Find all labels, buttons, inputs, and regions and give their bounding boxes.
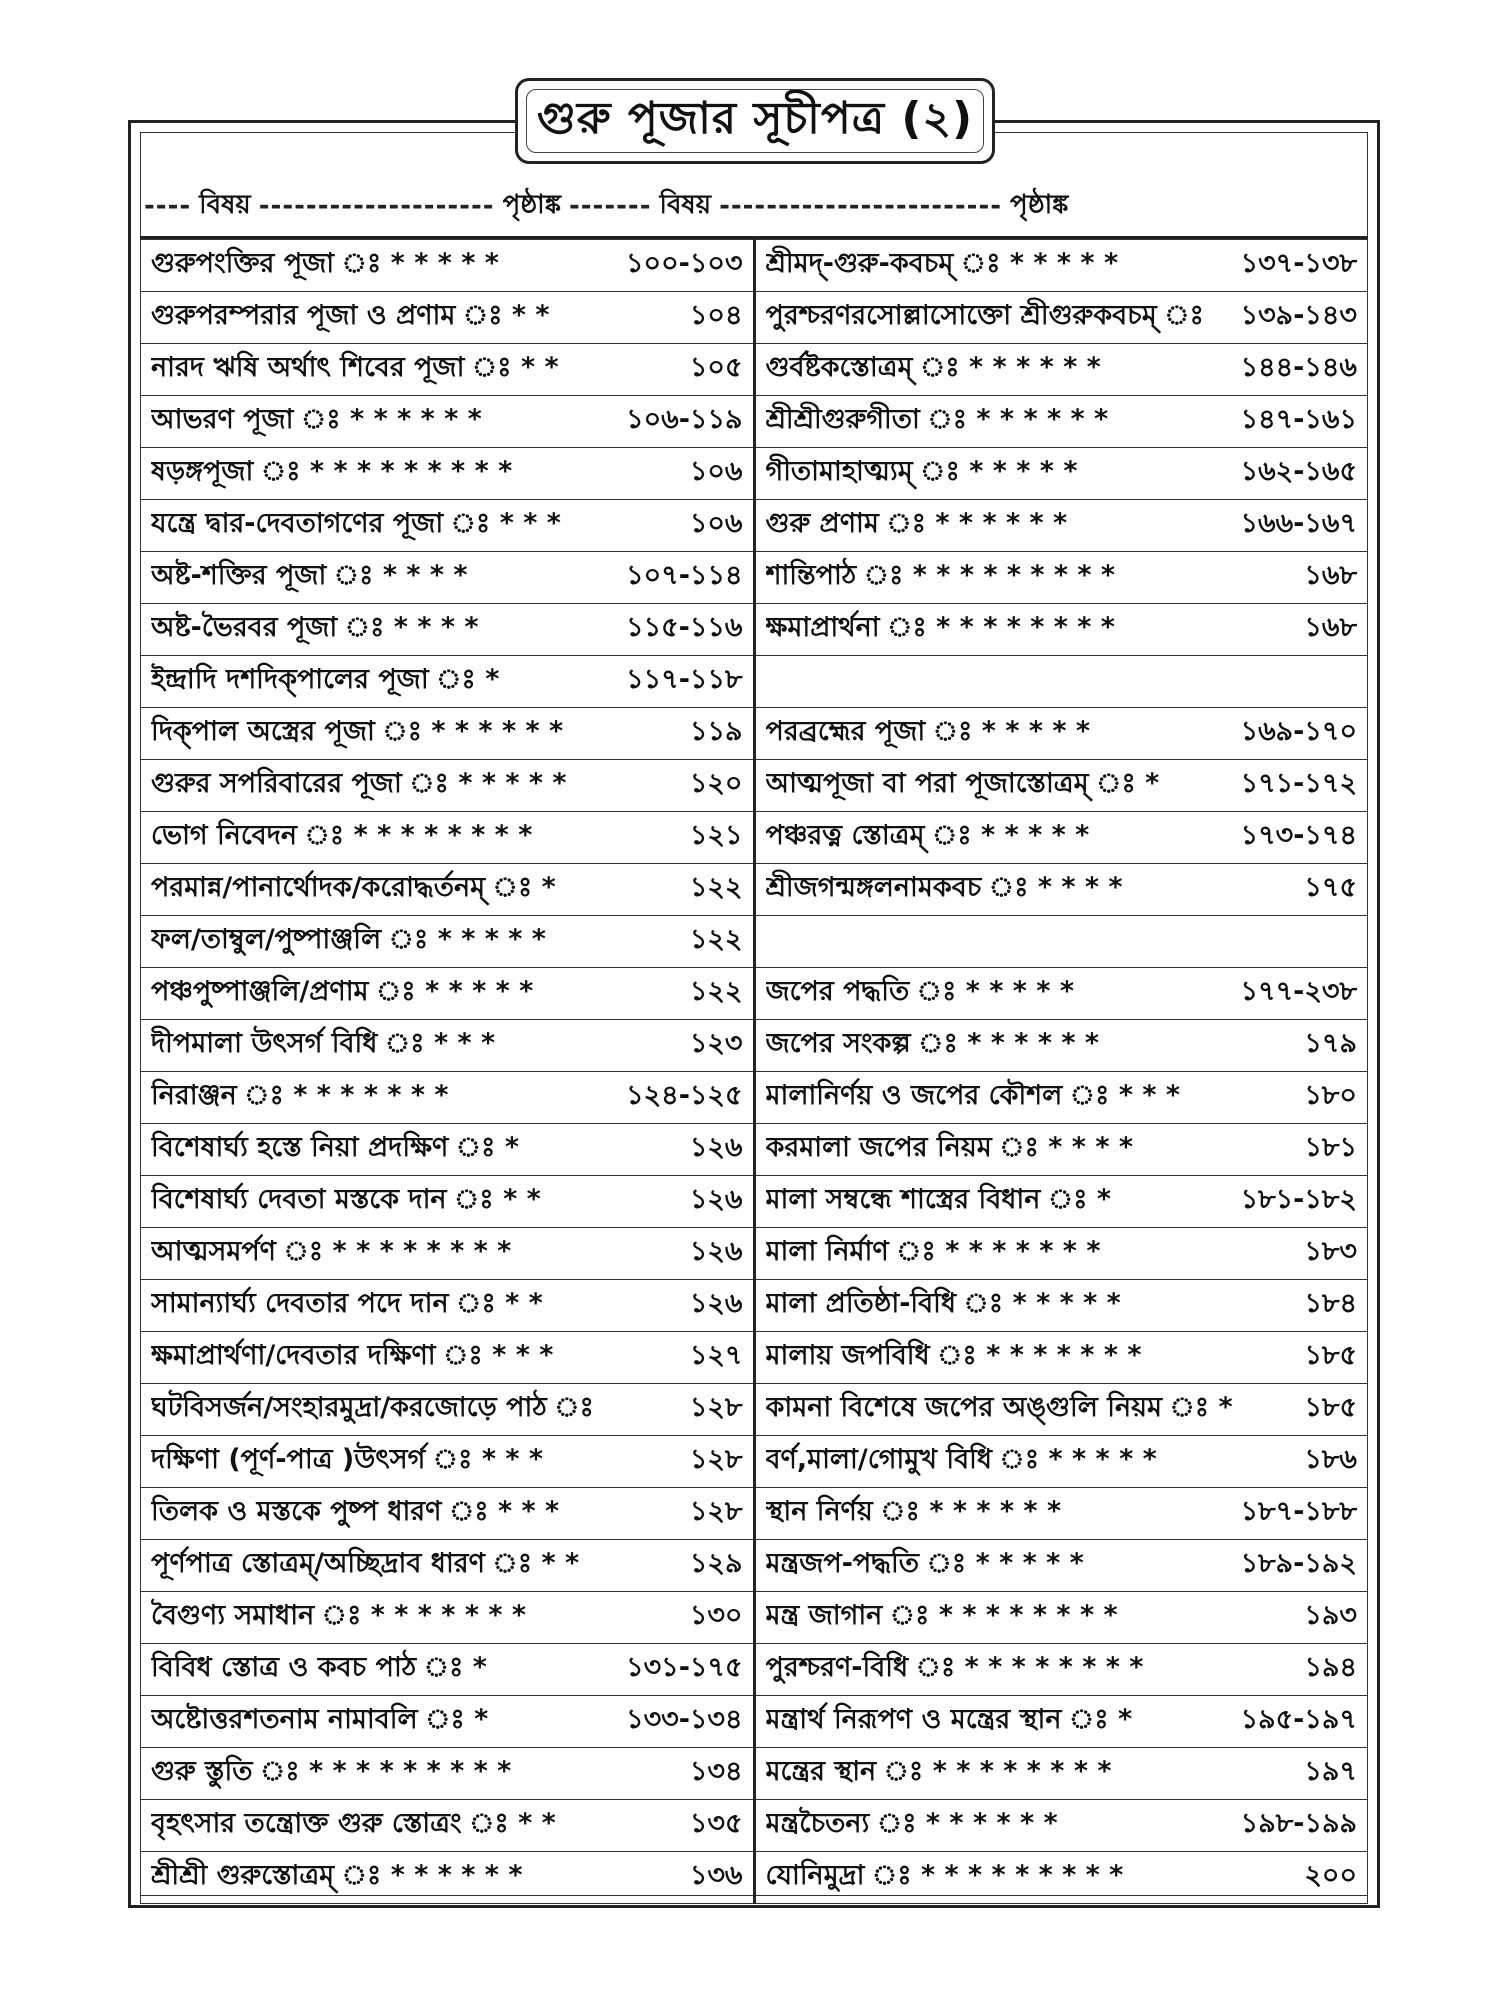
toc-entry-page: ১২৩	[689, 1028, 743, 1059]
toc-cell-left	[141, 1280, 755, 1332]
toc-cell-left	[141, 656, 755, 708]
toc-entry-title: ঘটবিসর্জন/সংহারমুদ্রা/করজোড়ে পাঠ ঃ	[151, 1392, 594, 1423]
toc-entry-page: ১৩৫	[689, 1808, 743, 1839]
toc-entry	[766, 347, 1358, 392]
toc-cell-left	[141, 1176, 755, 1228]
header-page-right: পৃষ্ঠাঙ্ক	[1010, 190, 1069, 220]
toc-cell-right	[754, 1436, 1368, 1488]
toc-entry-title: গুরুপংক্তির পূজা ঃ * * * * *	[151, 248, 499, 279]
toc-entry-title: অষ্ট-শক্তির পূজা ঃ * * * *	[151, 560, 468, 591]
table-row	[141, 1072, 1368, 1124]
toc-entry	[151, 503, 743, 548]
toc-cell-left	[141, 916, 755, 968]
toc-entry	[151, 1387, 743, 1432]
toc-entry-title: ভোগ নিবেদন ঃ * * * * * * * *	[151, 820, 533, 851]
toc-entry-title: যন্ত্রে দ্বার-দেবতাগণের পূজা ঃ * * *	[151, 508, 561, 539]
toc-entry-page: ১২২	[689, 872, 743, 903]
toc-cell-right	[754, 968, 1368, 1020]
toc-entry-title: শ্রীজগন্মঙ্গলনামকবচ ঃ * * * *	[765, 872, 1123, 903]
toc-entry-page: ১০৫	[689, 352, 743, 383]
toc-entry	[766, 1231, 1358, 1276]
table-row	[141, 344, 1368, 396]
toc-entry	[766, 1335, 1358, 1380]
table-row	[141, 760, 1368, 812]
toc-entry-title: জপের সংকল্প ঃ * * * * * *	[765, 1028, 1099, 1059]
toc-entry-page: ১৯৭	[1304, 1756, 1357, 1787]
toc-entry	[766, 1127, 1358, 1172]
toc-cell-left	[141, 552, 755, 604]
toc-cell-left	[141, 1124, 755, 1176]
toc-entry-title: নিরাঞ্জন ঃ * * * * * * *	[151, 1080, 449, 1111]
toc-cell-right	[754, 240, 1368, 292]
toc-entry-page: ১৩৩-১৩৪	[626, 1704, 743, 1735]
toc-cell-right	[754, 708, 1368, 760]
toc-cell-left	[141, 1332, 755, 1384]
toc-entry-page: ১২০	[689, 768, 743, 799]
toc-cell-left	[141, 1488, 755, 1540]
toc-cell-left	[141, 864, 755, 916]
toc-entry	[151, 711, 743, 756]
toc-entry-title: পঞ্চপুষ্পাঞ্জলি/প্রণাম ঃ * * * * *	[151, 976, 534, 1007]
toc-entry-title: গুরুর সপরিবারের পূজা ঃ * * * * *	[151, 768, 567, 799]
table-row	[141, 1124, 1368, 1176]
toc-entry-page: ১২৬	[689, 1288, 743, 1319]
toc-cell-left	[141, 292, 755, 344]
toc-entry	[151, 815, 743, 860]
toc-entry-title: মালা সম্বন্ধে শাস্ত্রের বিধান ঃ *	[765, 1184, 1112, 1215]
toc-cell-right	[754, 604, 1368, 656]
toc-entry-page: ১৭৩-১৭৪	[1240, 820, 1357, 851]
table-row	[141, 604, 1368, 656]
toc-entry-page: ১১৭-১১৮	[626, 664, 743, 695]
toc-cell-right	[754, 1228, 1368, 1280]
toc-entry-title: মন্ত্রচৈতন্য ঃ * * * * * *	[765, 1808, 1058, 1839]
header-page-left: পৃষ্ঠাঙ্ক	[502, 190, 561, 220]
table-row	[141, 1332, 1368, 1384]
toc-entry-page: ১৭৯	[1304, 1028, 1357, 1059]
table-row	[141, 864, 1368, 916]
toc-entry-page: ১২৮	[689, 1392, 743, 1423]
toc-entry-title: আভরণ পূজা ঃ * * * * * *	[151, 404, 482, 435]
table-row	[141, 812, 1368, 864]
toc-entry-title: বৃহৎসার তন্ত্রোক্ত গুরু স্তোত্রং ঃ * *	[151, 1808, 556, 1839]
toc-entry-page: ১২২	[689, 976, 743, 1007]
toc-entry-title: আত্মসমর্পণ ঃ * * * * * * * *	[151, 1236, 512, 1267]
toc-entry-page: ১৩০	[689, 1600, 743, 1631]
toc-cell-right	[754, 1280, 1368, 1332]
table-row	[141, 656, 1368, 708]
table-row	[141, 448, 1368, 500]
toc-entry-title: বর্ণ,মালা/গোমুখ বিধি ঃ * * * * *	[765, 1444, 1157, 1475]
toc-entry-page: ১২২	[689, 924, 743, 955]
toc-entry-title: গীতামাহাত্ম্যম্ ঃ * * * * *	[765, 456, 1078, 487]
toc-entry	[766, 867, 1358, 912]
toc-entry-page: ১২৪-১২৫	[626, 1080, 743, 1111]
toc-entry-title: মন্ত্রজপ-পদ্ধতি ঃ * * * * *	[765, 1548, 1084, 1579]
toc-entry-title: দিক্পাল অস্ত্রের পূজা ঃ * * * * * *	[151, 716, 564, 747]
toc-entry	[766, 1751, 1358, 1796]
toc-cell-right	[754, 1488, 1368, 1540]
toc-cell-right	[754, 916, 1368, 968]
toc-entry-page: ১৭১-১৭২	[1240, 768, 1357, 799]
toc-entry	[151, 1023, 743, 1068]
toc-table-container	[140, 236, 1368, 1891]
table-row	[141, 1436, 1368, 1488]
toc-entry-page: ১২৮	[689, 1496, 743, 1527]
toc-entry-title: ফল/তাম্বুল/পুষ্পাঞ্জলি ঃ * * * * *	[151, 924, 546, 955]
toc-cell-left	[141, 1020, 755, 1072]
toc-entry-page: ১৬৬-১৬৭	[1240, 508, 1357, 539]
toc-entry-page: ১৬৮	[1304, 560, 1357, 591]
toc-cell-left	[141, 1852, 755, 1904]
toc-cell-right	[754, 396, 1368, 448]
table-row	[141, 552, 1368, 604]
toc-body	[141, 240, 1368, 1904]
toc-entry	[766, 971, 1358, 1016]
table-row	[141, 240, 1368, 292]
toc-entry	[151, 867, 743, 912]
toc-entry-page: ১২৭	[689, 1340, 743, 1371]
toc-cell-left	[141, 1800, 755, 1852]
toc-entry-page: ১০০-১০৩	[626, 248, 743, 279]
toc-entry	[766, 1439, 1358, 1484]
toc-entry-title: মালায় জপবিধি ঃ * * * * * * *	[765, 1340, 1142, 1371]
toc-entry	[151, 1491, 743, 1536]
toc-cell-left	[141, 1436, 755, 1488]
toc-entry-title: অষ্টোত্তরশতনাম নামাবলি ঃ *	[151, 1704, 489, 1735]
table-row	[141, 1228, 1368, 1280]
toc-cell-left	[141, 500, 755, 552]
toc-entry-title: মন্ত্রের স্থান ঃ * * * * * * * *	[765, 1756, 1112, 1787]
toc-cell-right	[754, 656, 1368, 708]
toc-entry	[766, 1855, 1358, 1900]
toc-entry-page: ১২৯	[689, 1548, 743, 1579]
toc-entry	[766, 1179, 1358, 1224]
toc-entry-title: পুরশ্চরণ-বিধি ঃ * * * * * * * *	[765, 1652, 1144, 1683]
toc-cell-left	[141, 1228, 755, 1280]
toc-entry-title: মালা নির্মাণ ঃ * * * * * * *	[765, 1236, 1101, 1267]
table-row	[141, 1540, 1368, 1592]
toc-entry-title: বিবিধ স্তোত্র ও কবচ পাঠ ঃ *	[151, 1652, 487, 1683]
toc-entry	[766, 1023, 1358, 1068]
toc-cell-right	[754, 1644, 1368, 1696]
toc-cell-right	[754, 1852, 1368, 1904]
column-header: ---- বিষয় -------------------- পৃষ্ঠাঙ্ক ------- বিষয় ------------------------ পৃষ্ঠাঙ্ক	[140, 176, 1368, 236]
toc-entry	[766, 711, 1358, 756]
toc-entry-title: শ্রীশ্রীগুরুগীতা ঃ * * * * * *	[765, 404, 1109, 435]
toc-entry-title: শ্রীশ্রী গুরুস্তোত্রম্ ঃ * * * * * *	[151, 1860, 523, 1891]
toc-entry-page: ১২১	[689, 820, 743, 851]
toc-entry-page: ১৯৩	[1304, 1600, 1357, 1631]
toc-cell-right	[754, 1176, 1368, 1228]
toc-entry	[151, 1595, 743, 1640]
toc-entry	[151, 555, 743, 600]
toc-cell-right	[754, 1020, 1368, 1072]
table-row	[141, 1800, 1368, 1852]
toc-cell-left	[141, 448, 755, 500]
toc-entry	[151, 399, 743, 444]
toc-cell-right	[754, 760, 1368, 812]
toc-entry	[151, 763, 743, 808]
toc-entry	[151, 1855, 743, 1900]
toc-cell-right	[754, 1124, 1368, 1176]
toc-entry-page: ১১৯	[689, 716, 743, 747]
toc-entry-title: বৈগুণ্য সমাধান ঃ * * * * * * *	[151, 1600, 526, 1631]
toc-cell-left	[141, 604, 755, 656]
toc-entry	[151, 243, 743, 288]
toc-entry-page: ১৯৪	[1304, 1652, 1357, 1683]
toc-entry	[151, 1647, 743, 1692]
toc-entry	[766, 763, 1358, 808]
toc-entry-title: আত্মপূজা বা পরা পূজাস্তোত্রম্ ঃ *	[765, 768, 1160, 799]
toc-entry-title: মন্ত্র জাগান ঃ * * * * * * * *	[765, 1600, 1118, 1631]
table-row	[141, 500, 1368, 552]
toc-entry-page: ১২৬	[689, 1184, 743, 1215]
toc-entry	[151, 1075, 743, 1120]
toc-entry	[766, 1595, 1358, 1640]
toc-entry-title: জপের পদ্ধতি ঃ * * * * *	[765, 976, 1074, 1007]
toc-entry-page: ১৯৮-১৯৯	[1240, 1808, 1357, 1839]
toc-entry	[766, 1387, 1358, 1432]
toc-entry	[151, 971, 743, 1016]
toc-entry	[151, 1231, 743, 1276]
toc-entry-page: ১৩৯-১৪৩	[1240, 300, 1357, 331]
toc-entry-page: ১০৬-১১৯	[626, 404, 743, 435]
table-row	[141, 1020, 1368, 1072]
toc-entry	[151, 1803, 743, 1848]
toc-entry-title: পঞ্চরত্ন স্তোত্রম্ ঃ * * * * *	[765, 820, 1090, 851]
toc-entry-title: বিশেষার্ঘ্য দেবতা মস্তকে দান ঃ * *	[151, 1184, 541, 1215]
toc-entry-page: ১৬৯-১৭০	[1240, 716, 1357, 747]
table-row	[141, 396, 1368, 448]
toc-cell-left	[141, 968, 755, 1020]
toc-entry-page: ১০৬	[689, 508, 743, 539]
toc-cell-left	[141, 1592, 755, 1644]
toc-entry	[151, 1283, 743, 1328]
toc-cell-right	[754, 864, 1368, 916]
toc-entry-page: ১৮৬	[1304, 1444, 1357, 1475]
table-row	[141, 1852, 1368, 1904]
toc-entry	[766, 503, 1358, 548]
toc-entry-title: সামান্যার্ঘ্য দেবতার পদে দান ঃ * *	[151, 1288, 543, 1319]
toc-entry-title: পূর্ণপাত্র স্তোত্রম্/অচ্ছিদ্রাব ধারণ ঃ * *	[151, 1548, 580, 1579]
toc-cell-right	[754, 1696, 1368, 1748]
toc-cell-right	[754, 500, 1368, 552]
page-title-text: গুরু পূজার সূচীপত্র (২)	[536, 92, 974, 144]
table-row	[141, 292, 1368, 344]
toc-cell-left	[141, 396, 755, 448]
toc-entry-page: ১২৮	[689, 1444, 743, 1475]
toc-entry-title: ইন্দ্রাদি দশদিক্পালের পূজা ঃ *	[151, 664, 500, 695]
toc-entry-title: গুর্বষ্টকস্তোত্রম্ ঃ * * * * * *	[765, 352, 1101, 383]
toc-entry-page: ১৮৩	[1304, 1236, 1357, 1267]
toc-entry	[151, 1751, 743, 1796]
toc-entry	[766, 1075, 1358, 1120]
toc-entry-title: পুরশ্চরণরসোল্লাসোক্তো শ্রীগুরুকবচম্ ঃ	[765, 300, 1204, 331]
toc-entry-title: পরমান্ন/পানার্থোদক/করোদ্ধর্তনম্ ঃ *	[151, 872, 556, 903]
toc-entry-page: ১৮৪	[1304, 1288, 1357, 1319]
toc-cell-left	[141, 1644, 755, 1696]
toc-entry-title: মন্ত্রার্থ নিরূপণ ও মন্ত্রের স্থান ঃ *	[765, 1704, 1133, 1735]
toc-entry	[151, 295, 743, 340]
toc-cell-left	[141, 1072, 755, 1124]
toc-entry-page: ১৩৬	[689, 1860, 743, 1891]
toc-entry	[151, 919, 743, 964]
header-subject-right: বিষয়	[659, 190, 712, 220]
toc-entry-page: ১৮০	[1304, 1080, 1357, 1111]
toc-entry-title: গুরু প্রণাম ঃ * * * * * *	[765, 508, 1068, 539]
toc-entry	[766, 555, 1358, 600]
toc-entry-title: ক্ষমাপ্রার্থনা ঃ * * * * * * * *	[765, 612, 1115, 643]
toc-entry-page: ১২৬	[689, 1132, 743, 1163]
toc-entry	[151, 1543, 743, 1588]
toc-cell-right	[754, 1332, 1368, 1384]
toc-entry-page: ১৬২-১৬৫	[1240, 456, 1357, 487]
toc-entry	[151, 451, 743, 496]
toc-entry-page: ১৩৭-১৩৮	[1240, 248, 1357, 279]
toc-entry-title: কামনা বিশেষে জপের অঙ্গুলি নিয়ম ঃ *	[765, 1392, 1233, 1423]
table-row	[141, 968, 1368, 1020]
toc-entry	[766, 1699, 1358, 1744]
toc-entry-page: ১৭৭-২৩৮	[1240, 976, 1357, 1007]
table-row	[141, 1696, 1368, 1748]
toc-entry-title: তিলক ও মস্তকে পুষ্প ধারণ ঃ * * *	[151, 1496, 560, 1527]
toc-cell-left	[141, 240, 755, 292]
toc-entry-page: ১৪৭-১৬১	[1240, 404, 1357, 435]
toc-entry-page: ১৭৫	[1304, 872, 1357, 903]
toc-entry-page: ১৮১	[1304, 1132, 1357, 1163]
page-title	[515, 78, 995, 164]
table-row	[141, 1592, 1368, 1644]
toc-entry	[766, 451, 1358, 496]
table-row	[141, 916, 1368, 968]
table-row	[141, 1488, 1368, 1540]
toc-entry	[151, 1127, 743, 1172]
toc-entry-page: ১০৪	[689, 300, 743, 331]
toc-entry-page: ১৪৪-১৪৬	[1240, 352, 1357, 383]
toc-entry-title: শ্রীমদ্-গুরু-কবচম্ ঃ * * * * *	[765, 248, 1119, 279]
toc-entry	[766, 1647, 1358, 1692]
toc-entry	[151, 1699, 743, 1744]
toc-table	[140, 239, 1368, 1904]
toc-entry	[151, 1179, 743, 1224]
toc-entry	[766, 1543, 1358, 1588]
table-row	[141, 1280, 1368, 1332]
toc-cell-left	[141, 344, 755, 396]
table-row	[141, 708, 1368, 760]
toc-cell-right	[754, 1384, 1368, 1436]
toc-entry	[766, 1283, 1358, 1328]
table-row	[141, 1748, 1368, 1800]
toc-cell-right	[754, 448, 1368, 500]
toc-entry-page: ১৮৭-১৮৮	[1240, 1496, 1357, 1527]
toc-entry-title: অষ্ট-ভৈরবর পূজা ঃ * * * *	[151, 612, 479, 643]
toc-cell-right	[754, 292, 1368, 344]
toc-entry	[151, 607, 743, 652]
toc-entry-title: গুরু স্তুতি ঃ * * * * * * * * *	[151, 1756, 512, 1787]
toc-entry-page: ২০০	[1304, 1860, 1357, 1891]
toc-cell-left	[141, 1696, 755, 1748]
toc-entry-page: ১৬৮	[1304, 612, 1357, 643]
toc-cell-left	[141, 812, 755, 864]
toc-entry-title: বিশেষার্ঘ্য হস্তে নিয়া প্রদক্ষিণ ঃ *	[151, 1132, 519, 1163]
toc-entry-title: মালা প্রতিষ্ঠা-বিধি ঃ * * * * *	[765, 1288, 1121, 1319]
header-subject-left: বিষয়	[199, 190, 251, 220]
toc-entry	[766, 1803, 1358, 1848]
toc-cell-right	[754, 1592, 1368, 1644]
toc-cell-left	[141, 708, 755, 760]
toc-cell-left	[141, 1748, 755, 1800]
toc-entry-title: নারদ ঋষি অর্থাৎ শিবের পূজা ঃ * *	[151, 352, 559, 383]
toc-entry-title: ষড়ঙ্গপূজা ঃ * * * * * * * * *	[151, 456, 513, 487]
toc-entry-page: ১৩৪	[689, 1756, 743, 1787]
toc-entry	[151, 1439, 743, 1484]
toc-cell-right	[754, 1800, 1368, 1852]
toc-cell-left	[141, 1540, 755, 1592]
toc-entry	[151, 347, 743, 392]
toc-cell-left	[141, 760, 755, 812]
toc-entry-page: ১৯৫-১৯৭	[1240, 1704, 1357, 1735]
table-row	[141, 1384, 1368, 1436]
toc-cell-left	[141, 1384, 755, 1436]
toc-entry	[151, 1335, 743, 1380]
toc-entry-page: ১০৭-১১৪	[626, 560, 743, 591]
toc-entry-title: স্থান নির্ণয় ঃ * * * * * *	[765, 1496, 1062, 1527]
toc-entry-title: দীপমালা উৎসর্গ বিধি ঃ * * *	[151, 1028, 496, 1059]
toc-entry-page: ১২৬	[689, 1236, 743, 1267]
toc-cell-right	[754, 552, 1368, 604]
toc-entry-page: ১৮৫	[1304, 1340, 1357, 1371]
toc-entry-title: পরব্রহ্মের পূজা ঃ * * * * *	[765, 716, 1090, 747]
toc-entry	[766, 243, 1358, 288]
toc-entry-title: যোনিমুদ্রা ঃ * * * * * * * * *	[765, 1860, 1124, 1891]
toc-entry-page: ১১৫-১১৬	[626, 612, 743, 643]
toc-entry-page: ১৩১-১৭৫	[626, 1652, 743, 1683]
toc-entry-title: গুরুপরম্পরার পূজা ও প্রণাম ঃ * *	[151, 300, 550, 331]
table-row	[141, 1176, 1368, 1228]
toc-entry-title: শান্তিপাঠ ঃ * * * * * * * * *	[765, 560, 1116, 591]
toc-cell-right	[754, 1748, 1368, 1800]
table-row	[141, 1644, 1368, 1696]
toc-cell-right	[754, 344, 1368, 396]
toc-entry-title: করমালা জপের নিয়ম ঃ * * * *	[765, 1132, 1133, 1163]
toc-entry	[766, 815, 1358, 860]
toc-entry-title: দক্ষিণা (পূর্ণ-পাত্র )উৎসর্গ ঃ * * *	[151, 1444, 543, 1475]
toc-cell-right	[754, 1540, 1368, 1592]
toc-entry-page: ১৮৫	[1304, 1392, 1357, 1423]
toc-entry	[151, 659, 743, 704]
toc-entry	[766, 607, 1358, 652]
toc-entry-page: ১৮১-১৮২	[1240, 1184, 1357, 1215]
toc-entry-page: ১০৬	[689, 456, 743, 487]
toc-entry-title: ক্ষমাপ্রার্থণা/দেবতার দক্ষিণা ঃ * * *	[151, 1340, 554, 1371]
toc-cell-right	[754, 812, 1368, 864]
toc-entry-title: মালানির্ণয় ও জপের কৌশল ঃ * * *	[765, 1080, 1180, 1111]
toc-entry	[766, 399, 1358, 444]
toc-entry-page: ১৮৯-১৯২	[1240, 1548, 1357, 1579]
toc-entry	[766, 1491, 1358, 1536]
toc-entry	[766, 295, 1358, 340]
toc-cell-right	[754, 1072, 1368, 1124]
